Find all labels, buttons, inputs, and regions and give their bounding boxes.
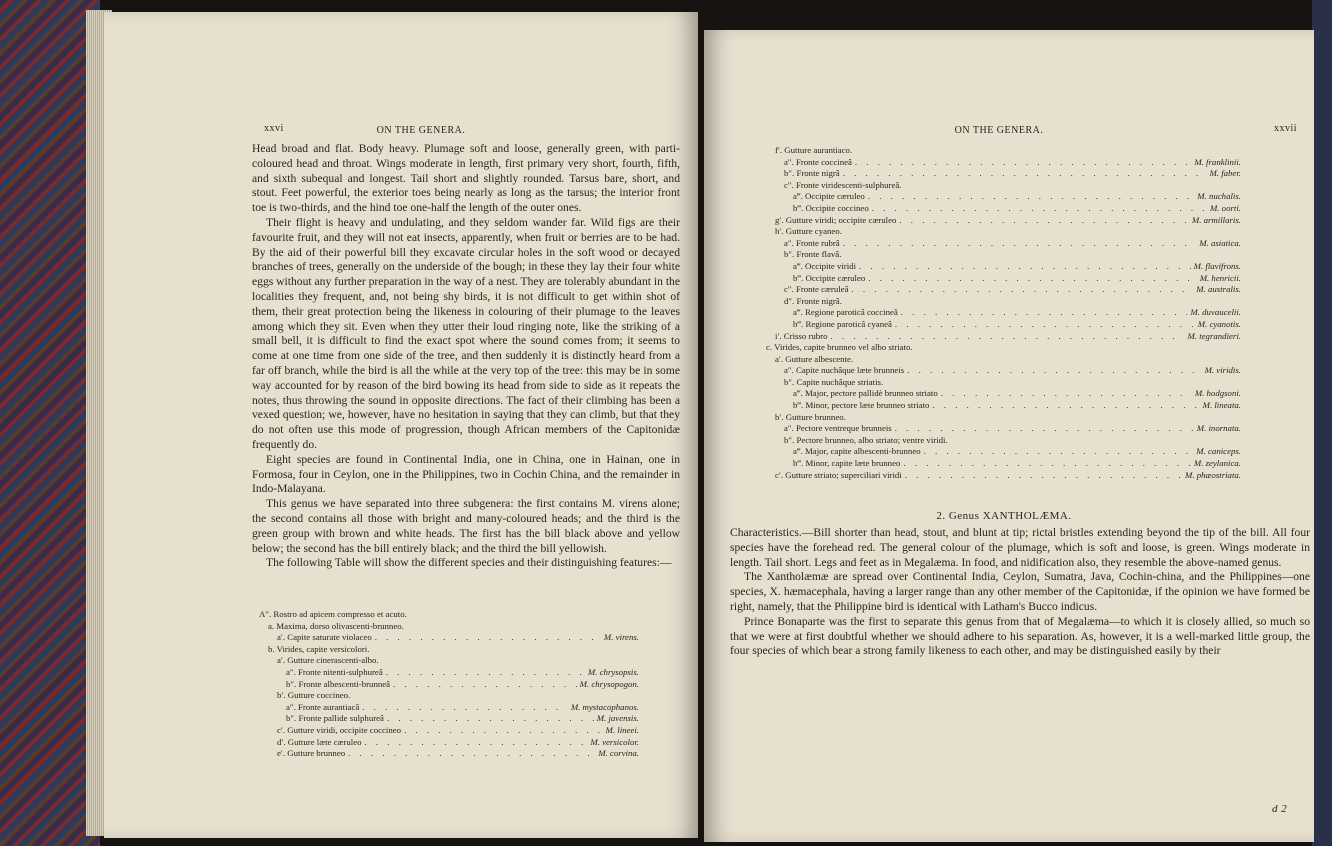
key-leader xyxy=(843,238,1197,250)
key-row xyxy=(766,296,1241,308)
key-leader xyxy=(924,446,1194,458)
key-text: b″. Fronte nigrâ xyxy=(784,168,840,179)
key-row xyxy=(766,226,1241,238)
key-leader xyxy=(932,400,1199,412)
key-species: M. lineata. xyxy=(1202,400,1241,411)
key-row xyxy=(766,203,1241,215)
key-species: M. asiatica. xyxy=(1199,237,1241,248)
key-row xyxy=(766,261,1241,273)
key-row xyxy=(766,307,1241,319)
key-row xyxy=(766,446,1241,458)
key-row xyxy=(766,470,1241,482)
key-leader xyxy=(387,713,594,725)
key-row xyxy=(766,377,1241,389)
running-head: ON THE GENERA. xyxy=(954,125,1044,136)
key-text: b″. Fronte flavâ. xyxy=(784,249,842,260)
key-species: M. armillaris. xyxy=(1191,214,1241,225)
key-text: b″. Capite nuchâque striatis. xyxy=(784,376,884,387)
paragraph: Head broad and flat. Body heavy. Plumage soft and loose, generally green, with parti-coloured head and throat. Wings moderate in length, first primary very short, fourth, fifth, and sixth subequal and longest. Tail short and slightly rounded. Tarsus bare, short, and stout. Feet powerful, the exterior toes being nearly as long as the tarsus; the interior front toe is two-thirds, and the hind toe one-half the length of the outer ones. xyxy=(252,142,680,215)
key-text: b′. Gutture coccineo. xyxy=(277,690,351,701)
key-leader xyxy=(843,168,1207,180)
key-text: c″. Fronte viridescenti-sulphureâ. xyxy=(784,179,902,190)
section-heading: 2. Genus XANTHOLÆMA. xyxy=(936,510,1072,522)
key-row xyxy=(766,180,1241,192)
key-text: c″. Fronte cæruleâ xyxy=(784,284,849,295)
paragraph: The Xantholæmæ are spread over Continental India, Ceylon, Sumatra, Java, Cochin-china, and the Philippines—one species, X. hæmacephala, having a larger range than any other member of the Capitonidæ, if the opinion we have formed be right, namely, that the Philippine bird is identical with Latham's Bucco indicus. xyxy=(730,570,1310,613)
left-page xyxy=(104,12,698,838)
page-number: xxvii xyxy=(1274,123,1298,134)
key-text: a′. Capite saturate violaceo xyxy=(277,632,372,643)
key-row xyxy=(766,365,1241,377)
body-text xyxy=(252,142,680,571)
key-row xyxy=(766,458,1241,470)
key-text: b″. Pectore brunneo, albo striato; ventre viridi. xyxy=(784,434,948,445)
key-text: a″. Pectore ventreque brunneis xyxy=(784,423,892,434)
key-species: M. duvaucelii. xyxy=(1190,307,1241,318)
key-row xyxy=(259,725,639,737)
key-row xyxy=(766,238,1241,250)
key-leader xyxy=(831,331,1185,343)
key-text: a″. Capite nuchâque læte brunneis xyxy=(784,365,905,376)
key-text: c′. Gutture striato; superciliari viridi xyxy=(775,469,902,480)
key-text: a″. Fronte nitenti-sulphureâ xyxy=(286,666,383,677)
key-text: a″. Fronte coccineâ xyxy=(784,156,852,167)
key-row xyxy=(259,702,639,714)
body-text xyxy=(730,526,1310,659)
key-row xyxy=(259,737,639,749)
key-text: A″. Rostro ad apicem compresso et acuto. xyxy=(259,609,407,619)
paragraph: Prince Bonaparte was the first to separate this genus from that of Megalæma—to which it is closely allied, so much so that we were at first doubtful whether we should adhere to his separation. As, however, it is a well-marked little group, the four species of which bear a strong family likeness to each other, and may be distinguished easily by their xyxy=(730,614,1310,658)
key-species: M. corvina. xyxy=(598,748,639,759)
key-leader xyxy=(386,667,585,679)
key-leader xyxy=(872,203,1207,215)
key-species: M. australis. xyxy=(1196,284,1241,295)
key-text: a‴. Occipite viridi xyxy=(793,260,857,271)
key-text: a. Maxima, dorso olivascenti-brunneo. xyxy=(268,620,404,631)
key-leader xyxy=(375,632,601,644)
key-species: M. versicolor. xyxy=(590,736,639,747)
key-text: b‴. Regione paroticâ cyaneâ xyxy=(793,318,892,329)
key-leader xyxy=(859,261,1191,273)
key-leader xyxy=(855,157,1191,169)
key-text: i′. Crisso rubro xyxy=(775,330,828,341)
paragraph: Their flight is heavy and undulating, and they seldom wander far. Wild figs are their favourite fruit, and they will not eat insects, apparently, when fruit or berries are to be had. By the aid of their powerful bill they excavate circular holes in the soft wood or decayed branches of trees, generally on the underside of the bough; in these they lay their four white eggs without any further preparation in the way of a nest. They are tolerably abundant in the localities they frequent, and, not being shy birds, it is not difficult to get within shot of them, their great protection being the likeness in colouring of their plumage to the leaves among which they sit. Even when they utter their loud ringing note, like the striking of a small bell, it is difficult to find the exact spot where the sound comes from; it seems to come at one time from one side of the tree, and then suddenly it is distinctly heard from a far off branch, while the bird is all the while at the very top of the tree: this may be in some way accounted for by reason of the bird bowing its head from side to side as it repeats the notes, thus throwing the sound in opposite directions. The fact of their climbing has been a vexed question; we, however, have no hesitation in saying that they can climb, but that they do not often use this mode of progression, though African members of the Capitonidæ frequently do. xyxy=(252,215,680,451)
key-species: M. lineei. xyxy=(605,724,639,735)
key-row xyxy=(766,273,1241,285)
key-leader xyxy=(393,679,577,691)
key-leader xyxy=(404,725,602,737)
key-text: d′. Gutture læte cæruleo xyxy=(277,736,362,747)
key-leader xyxy=(895,423,1194,435)
key-text: a‴. Occipite cæruleo xyxy=(793,191,865,202)
species-key xyxy=(766,145,1241,481)
key-text: a″. Fronte rubrâ xyxy=(784,237,840,248)
key-row xyxy=(766,249,1241,261)
key-leader xyxy=(895,319,1195,331)
key-species: M. viridis. xyxy=(1204,365,1241,376)
right-page xyxy=(704,30,1314,842)
key-species: M. tegrandieri. xyxy=(1187,330,1241,341)
key-species: M. zeylanica. xyxy=(1193,458,1241,469)
key-row xyxy=(259,644,639,656)
key-text: b′. Gutture brunneo. xyxy=(775,411,846,422)
key-leader xyxy=(941,388,1192,400)
paragraph: Eight species are found in Continental India, one in China, one in Hainan, one in Formosa, four in Ceylon, one in the Philippines, two in Cochin China, and the remainder in Indo-Malayana. xyxy=(252,452,680,496)
key-row xyxy=(766,331,1241,343)
paragraph: The following Table will show the different species and their distinguishing features:— xyxy=(266,556,672,570)
key-text: a‴. Major, pectore pallidè brunneo striato xyxy=(793,388,938,399)
key-text: b‴. Minor, pectore læte brunneo striato xyxy=(793,400,930,411)
key-row xyxy=(259,609,639,621)
key-row xyxy=(259,632,639,644)
key-row xyxy=(766,319,1241,331)
running-head: ON THE GENERA. xyxy=(376,125,466,136)
key-leader xyxy=(899,215,1188,227)
key-leader xyxy=(868,273,1196,285)
key-row xyxy=(259,679,639,691)
key-leader xyxy=(868,191,1194,203)
key-row xyxy=(766,400,1241,412)
key-leader xyxy=(903,458,1190,470)
key-text: a‴. Regione paroticâ coccineâ xyxy=(793,307,898,318)
key-text: f′. Gutture aurantiaco. xyxy=(775,145,853,155)
key-text: b‴. Minor, capite læte brunneo xyxy=(793,458,901,469)
key-species: M. faber. xyxy=(1209,168,1241,179)
species-key xyxy=(259,609,639,760)
key-row xyxy=(766,435,1241,447)
key-row xyxy=(766,412,1241,424)
key-text: g′. Gutture viridi; occipite cæruleo xyxy=(775,214,897,225)
key-row xyxy=(766,423,1241,435)
paragraph: This genus we have separated into three subgenera: the first contains M. virens alone; the second contains all those with bright and many-coloured heads; and the third is the green group with brown and white heads. The first has the bill black above and yellow below; the second has the bill entirely black; and the third the bill yellowish. xyxy=(252,497,680,555)
key-species: M. flavifrons. xyxy=(1193,260,1241,271)
book-cover-left xyxy=(0,0,100,846)
page-number: xxvi xyxy=(264,123,284,134)
key-row xyxy=(766,191,1241,203)
key-species: M. chrysopogon. xyxy=(579,678,639,689)
key-species: M. phæostriata. xyxy=(1185,469,1241,480)
key-leader xyxy=(907,365,1201,377)
key-leader xyxy=(905,470,1182,482)
key-text: d″. Fronte nigrâ. xyxy=(784,295,842,306)
key-leader xyxy=(348,748,595,760)
key-text: c′. Gutture viridi, occipite coccineo xyxy=(277,724,402,735)
key-species: M. mystacophanos. xyxy=(570,701,639,712)
key-species: M. virens. xyxy=(603,632,639,643)
key-text: a‴. Major, capite albescenti-brunneo xyxy=(793,446,921,457)
key-row xyxy=(766,215,1241,227)
key-text: a′. Gutture albescente. xyxy=(775,353,854,364)
key-species: M. chrysopsis. xyxy=(587,666,639,677)
key-text: b″. Fronte albescenti-brunneâ xyxy=(286,678,391,689)
key-text: a″. Fronte aurantiacâ xyxy=(286,701,360,712)
key-row xyxy=(766,168,1241,180)
key-species: M. oorti. xyxy=(1209,202,1241,213)
key-text: b‴. Occipite coccineo xyxy=(793,202,869,213)
key-row xyxy=(259,748,639,760)
key-leader xyxy=(365,737,588,749)
key-text: b″. Fronte pallide sulphureâ xyxy=(286,713,384,724)
key-text: e′. Gutture brunneo xyxy=(277,748,346,759)
key-row xyxy=(259,690,639,702)
key-species: M. franklinii. xyxy=(1194,156,1241,167)
key-text: c. Virides, capite brunneo vel albo striato. xyxy=(766,342,913,353)
key-row xyxy=(766,145,1241,157)
key-species: M. nuchalis. xyxy=(1197,191,1241,202)
key-species: M. henricii. xyxy=(1199,272,1241,283)
key-text: b‴. Occipite cæruleo xyxy=(793,272,866,283)
key-row xyxy=(259,655,639,667)
key-species: M. caniceps. xyxy=(1196,446,1241,457)
key-text: a′. Gutture cinerascenti-albo. xyxy=(277,655,379,666)
key-row xyxy=(766,388,1241,400)
key-row xyxy=(259,667,639,679)
key-species: M. inornata. xyxy=(1196,423,1241,434)
key-row xyxy=(259,713,639,725)
book-cover-right xyxy=(1312,0,1332,846)
key-row xyxy=(766,284,1241,296)
key-species: M. javensis. xyxy=(596,713,639,724)
key-leader xyxy=(362,702,568,714)
signature-mark: d 2 xyxy=(1272,803,1288,815)
paragraph: Characteristics.—Bill shorter than head, stout, and blunt at tip; rictal bristles extending beyond the tip of the bill. All four species have the forehead red. The general colour of the plumage, which is soft and loose, is green. Wings moderate in length. Tail short. Legs and feet as in Megalæma. In food, and nidification also, they resemble the above-named genus. xyxy=(730,526,1310,569)
key-row xyxy=(259,621,639,633)
key-species: M. cyanotis. xyxy=(1197,318,1241,329)
key-text: h′. Gutture cyaneo. xyxy=(775,226,842,237)
key-row xyxy=(766,342,1241,354)
key-text: b. Virides, capite versicolori. xyxy=(268,643,370,654)
key-species: M. hodgsoni. xyxy=(1194,388,1241,399)
key-leader xyxy=(852,284,1194,296)
key-row xyxy=(766,354,1241,366)
key-row xyxy=(766,157,1241,169)
key-leader xyxy=(901,307,1188,319)
